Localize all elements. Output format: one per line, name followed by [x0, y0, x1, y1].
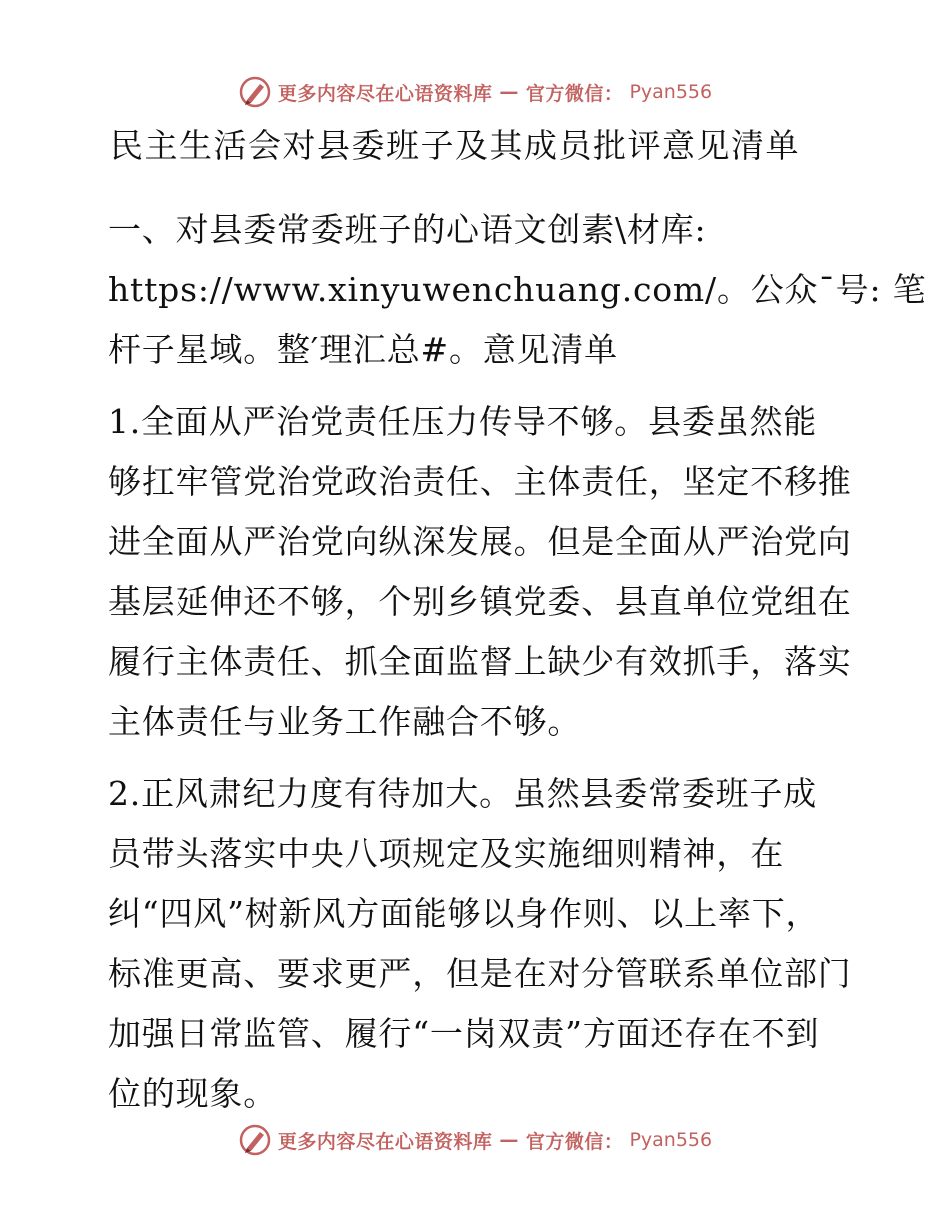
item-1-line: 履行主体责任、抓全面监督上缺少有效抓手，落实	[108, 642, 852, 681]
section-1-line: https://www.xinyuwenchuang.com/。公众¯号: 笔	[108, 270, 927, 309]
document-title: 民主生活会对县委班子及其成员批评意见清单	[110, 126, 800, 165]
watermark-site-text: 更多内容尽在心语资料库	[277, 82, 493, 105]
watermark-wechat-id: Pyan556	[629, 81, 713, 103]
watermark-dash: —	[499, 81, 519, 103]
section-1-line: 一、对县委常委班子的心语文创素\材库:	[108, 210, 707, 249]
item-1-line: 基层延伸还不够，个别乡镇党委、县直单位党组在	[108, 582, 852, 621]
watermark-official-label: 官方微信：	[525, 82, 624, 105]
item-1-line: 够扛牢管党治党政治责任、主体责任，坚定不移推	[108, 462, 852, 501]
document-body	[98, 118, 927, 1136]
watermark-dash: —	[499, 1129, 519, 1151]
watermark-official-label: 官方微信：	[525, 1130, 624, 1153]
item-2-line: 纠“四风”树新风方面能够以身作则、以上率下，	[108, 894, 820, 933]
item-1-line: 1.全面从严治党责任压力传导不够。县委虽然能	[108, 402, 818, 441]
pen-logo-icon	[238, 1123, 272, 1157]
header-watermark	[0, 72, 950, 112]
item-1-paragraph	[98, 392, 850, 752]
section-1-line: 杆子星域。整′理汇总#。意见清单	[108, 330, 618, 369]
watermark-wechat-id: Pyan556	[629, 1129, 713, 1151]
item-2-line: 标准更高、要求更严，但是在对分管联系单位部门	[108, 954, 852, 993]
item-1-line: 进全面从严治党向纵深发展。但是全面从严治党向	[108, 522, 852, 561]
item-2-paragraph	[98, 764, 850, 1124]
watermark-site-text: 更多内容尽在心语资料库	[277, 1130, 493, 1153]
item-2-line: 员带头落实中央八项规定及实施细则精神，在	[108, 834, 784, 873]
item-2-line: 位的现象。	[108, 1074, 277, 1113]
section-1-paragraph	[98, 200, 927, 380]
item-1-line: 主体责任与业务工作融合不够。	[108, 702, 582, 741]
pen-logo-icon	[238, 75, 272, 109]
item-2-line: 2.正风肃纪力度有待加大。虽然县委常委班子成	[108, 774, 818, 813]
item-2-line: 加强日常监管、履行“一岗双责”方面还存在不到	[108, 1014, 820, 1053]
footer-watermark	[0, 1120, 950, 1160]
